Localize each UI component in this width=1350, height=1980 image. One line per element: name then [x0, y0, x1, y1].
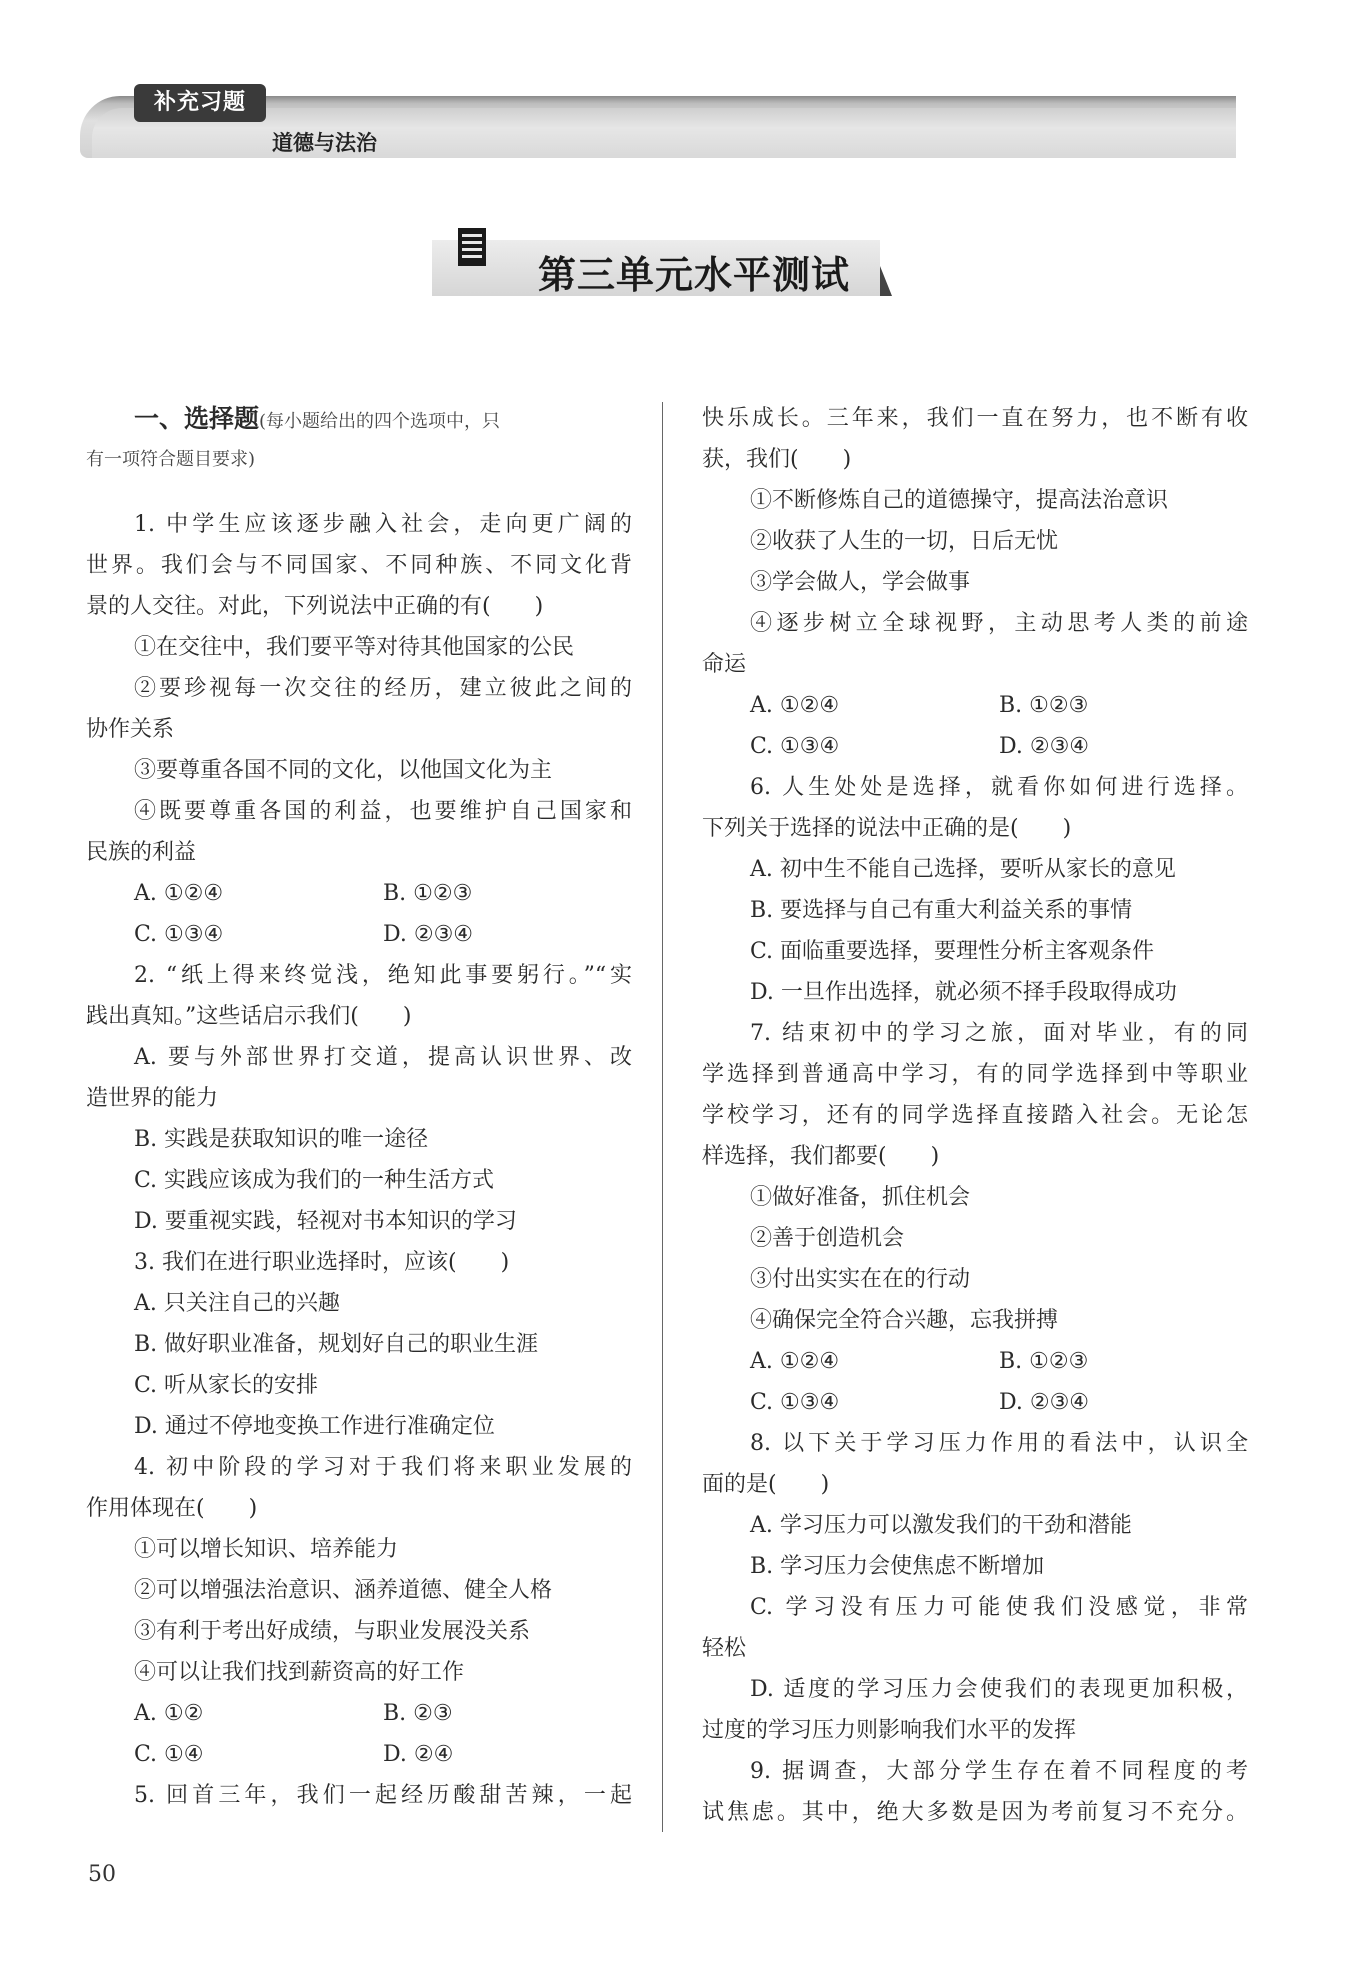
option-text: D. ②③④ [999, 1390, 1090, 1415]
text-line: 6. 人生处处是选择，就看你如何进行选择。 [750, 775, 1248, 800]
option-text: C. ①③④ [750, 1390, 840, 1415]
text-line: ①在交往中，我们要平等对待其他国家的公民 [134, 635, 575, 660]
text-line: ③有利于考出好成绩，与职业发展没关系 [134, 1619, 531, 1644]
unit-title: 第三单元水平测试 [538, 252, 851, 297]
section-heading-line [86, 398, 632, 439]
column-divider [662, 402, 663, 1832]
text-line: 命运 [702, 652, 747, 677]
options-row [86, 914, 632, 955]
text-line: ②可以增强法治意识、涵养道德、健全人格 [134, 1578, 553, 1603]
option-text: B. ②③ [383, 1701, 453, 1726]
text-line: 1. 中学生应该逐步融入社会，走向更广阔的 [134, 512, 632, 537]
option-text: C. ①③④ [134, 922, 224, 947]
text-line: A. 要与外部世界打交道，提高认识世界、改 [134, 1045, 632, 1070]
text-line: 试焦虑。其中，绝大多数是因为考前复习不充分。 [702, 1800, 1248, 1825]
text-line: 世界。我们会与不同国家、不同种族、不同文化背 [86, 553, 632, 578]
options-row [86, 873, 632, 914]
options-row [86, 1693, 632, 1734]
left-column [86, 398, 632, 1816]
text-line: 面的是( ) [702, 1472, 830, 1497]
text-line: ①做好准备，抓住机会 [750, 1185, 971, 1210]
text-line: 下列关于选择的说法中正确的是( ) [702, 816, 1072, 841]
options-row [702, 1341, 1248, 1382]
text-line: 景的人交往。对此，下列说法中正确的有( ) [86, 594, 544, 619]
unit-title-tail [880, 266, 892, 296]
text-line: 践出真知。”这些话启示我们( ) [86, 1004, 412, 1029]
option-text: C. ①③④ [750, 734, 840, 759]
text-line: 2. “纸上得来终觉浅，绝知此事要躬行。”“实 [134, 963, 632, 988]
option-text: D. ②④ [383, 1742, 454, 1767]
text-line: ④既要尊重各国的利益，也要维护自己国家和 [134, 799, 632, 824]
text-line: 快乐成长。三年来，我们一直在努力，也不断有收 [702, 406, 1248, 431]
text-line: 造世界的能力 [86, 1086, 219, 1111]
text-line: A. 学习压力可以激发我们的干劲和潜能 [750, 1513, 1132, 1538]
text-line: ③要尊重各国不同的文化，以他国文化为主 [134, 758, 553, 783]
text-line: 7. 结束初中的学习之旅，面对毕业，有的同 [750, 1021, 1248, 1046]
text-line: D. 一旦作出选择，就必须不择手段取得成功 [750, 980, 1177, 1005]
options-row [702, 726, 1248, 767]
text-line: C. 听从家长的安排 [134, 1373, 319, 1398]
text-line: ③学会做人，学会做事 [750, 570, 971, 595]
options-row [86, 1734, 632, 1775]
text-line: 民族的利益 [86, 840, 197, 865]
text-line: 轻松 [702, 1636, 747, 1661]
text-line: D. 要重视实践，轻视对书本知识的学习 [134, 1209, 517, 1234]
text-line: ①不断修炼自己的道德操守，提高法治意识 [750, 488, 1169, 513]
text-line: C. 实践应该成为我们的一种生活方式 [134, 1168, 495, 1193]
text-line: A. 初中生不能自己选择，要听从家长的意见 [750, 857, 1176, 882]
text-line: 样选择，我们都要( ) [702, 1144, 940, 1169]
text-line: ②要珍视每一次交往的经历，建立彼此之间的 [134, 676, 632, 701]
text-line: D. 通过不停地变换工作进行准确定位 [134, 1414, 495, 1439]
text-line: B. 做好职业准备，规划好自己的职业生涯 [134, 1332, 539, 1357]
text-line: C. 面临重要选择，要理性分析主客观条件 [750, 939, 1155, 964]
text-line: 协作关系 [86, 717, 175, 742]
text-line: B. 实践是获取知识的唯一途径 [134, 1127, 429, 1152]
option-text: A. ①②④ [750, 1349, 840, 1374]
text-line: 9. 据调查，大部分学生存在着不同程度的考 [750, 1759, 1248, 1784]
right-column [702, 398, 1248, 1833]
text-line: ③付出实实在在的行动 [750, 1267, 971, 1292]
document-icon [456, 226, 490, 268]
subject-label: 道德与法治 [272, 131, 377, 155]
text-line: ①可以增长知识、培养能力 [134, 1537, 399, 1562]
option-text: A. ①②④ [134, 881, 224, 906]
text-line: C. 学习没有压力可能使我们没感觉，非常 [750, 1595, 1248, 1620]
text-line: ④逐步树立全球视野，主动思考人类的前途 [750, 611, 1248, 636]
option-text: B. ①②③ [999, 1349, 1089, 1374]
option-text: A. ①② [134, 1701, 204, 1726]
text-line: B. 学习压力会使焦虑不断增加 [750, 1554, 1045, 1579]
option-text: A. ①②④ [750, 693, 840, 718]
option-text: C. ①④ [134, 1742, 204, 1767]
page-number: 50 [88, 1862, 116, 1887]
text-line: D. 适度的学习压力会使我们的表现更加积极， [750, 1677, 1248, 1702]
text-line: A. 只关注自己的兴趣 [134, 1291, 340, 1316]
text-line: ④确保完全符合兴趣，忘我拼搏 [750, 1308, 1059, 1333]
text-line: ②善于创造机会 [750, 1226, 905, 1251]
text-line: 有一项符合题目要求) [86, 449, 256, 470]
text-line: ④可以让我们找到薪资高的好工作 [134, 1660, 465, 1685]
section-note: (每小题给出的四个选项中，只 [259, 411, 501, 432]
section-heading: 一、选择题 [134, 404, 260, 433]
option-text: B. ①②③ [999, 693, 1089, 718]
supplement-tag: 补充习题 [134, 84, 266, 122]
text-line: 5. 回首三年，我们一起经历酸甜苦辣，一起 [134, 1783, 632, 1808]
option-text: B. ①②③ [383, 881, 473, 906]
spacer [86, 480, 632, 504]
option-text: D. ②③④ [383, 922, 474, 947]
text-line: ②收获了人生的一切，日后无忧 [750, 529, 1059, 554]
text-line: 学选择到普通高中学习，有的同学选择到中等职业 [702, 1062, 1248, 1087]
text-line: 8. 以下关于学习压力作用的看法中，认识全 [750, 1431, 1248, 1456]
text-line: 过度的学习压力则影响我们水平的发挥 [702, 1718, 1077, 1743]
options-row [702, 685, 1248, 726]
options-row [702, 1382, 1248, 1423]
text-line: 4. 初中阶段的学习对于我们将来职业发展的 [134, 1455, 632, 1480]
option-text: D. ②③④ [999, 734, 1090, 759]
text-line: B. 要选择与自己有重大利益关系的事情 [750, 898, 1133, 923]
text-line: 学校学习，还有的同学选择直接踏入社会。无论怎 [702, 1103, 1248, 1128]
text-line: 获，我们( ) [702, 447, 852, 472]
text-line: 3. 我们在进行职业选择时，应该( ) [134, 1250, 510, 1275]
text-line: 作用体现在( ) [86, 1496, 258, 1521]
